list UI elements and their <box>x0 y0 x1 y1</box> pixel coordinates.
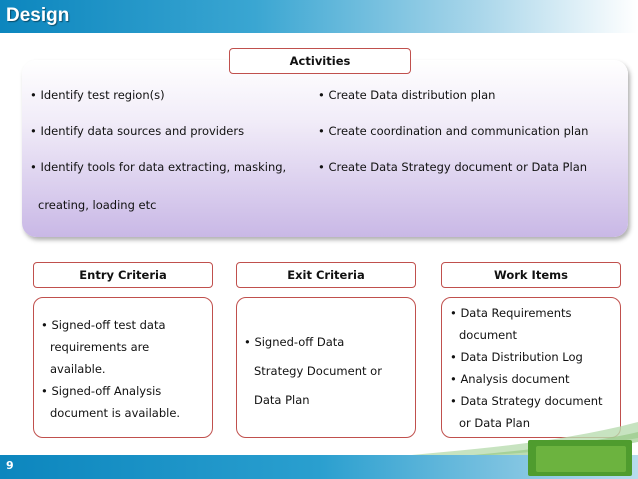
work-item-line: • Analysis document <box>450 372 570 386</box>
title-bar <box>0 0 638 33</box>
exit-criteria-line: Strategy Document or <box>254 364 382 378</box>
corner-logo-inner <box>536 446 626 472</box>
exit-criteria-line: • Signed-off Data <box>244 335 345 349</box>
exit-criteria-label: Exit Criteria <box>236 262 416 288</box>
activity-item: • Identify test region(s) <box>30 88 165 102</box>
slide-title: Design <box>6 5 70 26</box>
activity-item: • Create coordination and communication plan <box>318 124 589 138</box>
work-item-line: • Data Requirements <box>450 306 572 320</box>
activity-item: • Create Data Strategy document or Data Plan <box>318 160 588 174</box>
entry-criteria-line: • Signed-off test data <box>41 318 166 332</box>
work-item-line: document <box>459 328 518 342</box>
activity-item: creating, loading etc <box>38 198 157 212</box>
activity-item: • Identify tools for data extracting, masking, <box>30 160 287 174</box>
entry-criteria-line: • Signed-off Analysis <box>41 384 162 398</box>
entry-criteria-line: available. <box>50 362 106 376</box>
activity-item: • Identify data sources and providers <box>30 124 245 138</box>
page-number: 9 <box>6 459 14 472</box>
work-items-label: Work Items <box>441 262 621 288</box>
entry-criteria-line: requirements are <box>50 340 150 354</box>
exit-criteria-line: Data Plan <box>254 393 310 407</box>
activity-item: • Create Data distribution plan <box>318 88 496 102</box>
work-item-line: • Data Distribution Log <box>450 350 583 364</box>
work-item-line: • Data Strategy document <box>450 394 603 408</box>
entry-criteria-label: Entry Criteria <box>33 262 213 288</box>
entry-criteria-line: document is available. <box>50 406 181 420</box>
work-item-line: or Data Plan <box>459 416 530 430</box>
activities-label: Activities <box>229 48 411 74</box>
